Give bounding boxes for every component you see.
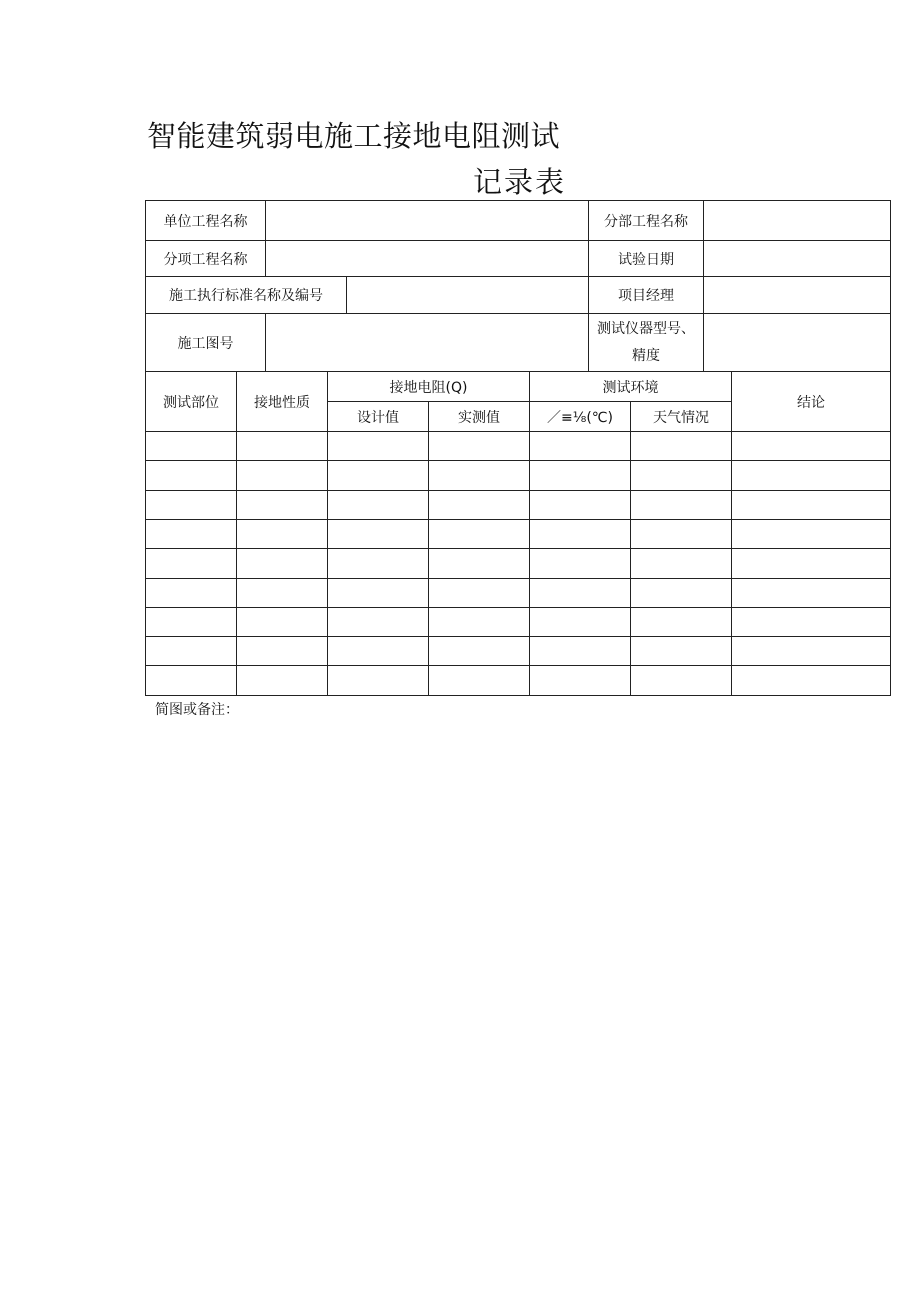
sub-item-field[interactable] bbox=[266, 241, 588, 276]
table-cell[interactable] bbox=[732, 666, 890, 694]
table-cell[interactable] bbox=[530, 666, 630, 694]
standard-label: 施工执行标准名称及编号 bbox=[169, 288, 323, 304]
table-cell[interactable] bbox=[146, 579, 236, 607]
table-cell[interactable] bbox=[732, 432, 890, 460]
table-cell[interactable] bbox=[631, 461, 731, 489]
project-manager-label: 项目经理 bbox=[618, 288, 674, 304]
header-nature: 接地性质 bbox=[254, 394, 310, 411]
division-field[interactable] bbox=[704, 201, 890, 240]
table-cell[interactable] bbox=[429, 608, 529, 636]
header-environment: 测试环境 bbox=[602, 379, 659, 396]
table-cell[interactable] bbox=[328, 579, 428, 607]
header-design-value: 设计值 bbox=[357, 409, 399, 426]
table-cell[interactable] bbox=[429, 579, 529, 607]
test-date-label: 试验日期 bbox=[618, 251, 674, 268]
table-cell[interactable] bbox=[530, 579, 630, 607]
table-cell[interactable] bbox=[732, 520, 890, 548]
instrument-label bbox=[589, 314, 703, 371]
table-border-right bbox=[890, 200, 891, 696]
header-resistance: 接地电阻(Q) bbox=[389, 379, 468, 396]
table-cell[interactable] bbox=[429, 432, 529, 460]
header-temperature: ／≡⅛(℃) bbox=[547, 409, 613, 426]
unit-project-field[interactable] bbox=[266, 201, 588, 240]
table-cell[interactable] bbox=[237, 461, 327, 489]
test-date-field[interactable] bbox=[704, 241, 890, 276]
table-cell[interactable] bbox=[631, 637, 731, 665]
table-cell[interactable] bbox=[631, 520, 731, 548]
table-cell[interactable] bbox=[237, 608, 327, 636]
instrument-field[interactable] bbox=[704, 314, 890, 371]
record-table bbox=[145, 200, 891, 696]
drawing-no-field[interactable] bbox=[266, 314, 588, 371]
table-cell[interactable] bbox=[429, 520, 529, 548]
table-cell[interactable] bbox=[631, 432, 731, 460]
unit-project-label: 单位工程名称 bbox=[163, 213, 248, 230]
table-cell[interactable] bbox=[328, 666, 428, 694]
table-cell[interactable] bbox=[237, 666, 327, 694]
page-title: 智能建筑弱电施工接地电阻测试 bbox=[147, 119, 561, 153]
table-cell[interactable] bbox=[328, 608, 428, 636]
division-label: 分部工程名称 bbox=[604, 213, 688, 230]
table-cell[interactable] bbox=[328, 491, 428, 519]
table-cell[interactable] bbox=[237, 491, 327, 519]
table-cell[interactable] bbox=[237, 579, 327, 607]
table-cell[interactable] bbox=[429, 461, 529, 489]
table-cell[interactable] bbox=[146, 461, 236, 489]
table-border-bottom bbox=[145, 695, 891, 696]
table-cell[interactable] bbox=[631, 579, 731, 607]
table-cell[interactable] bbox=[429, 666, 529, 694]
table-cell[interactable] bbox=[328, 461, 428, 489]
header-conclusion: 结论 bbox=[797, 394, 825, 411]
table-cell[interactable] bbox=[530, 520, 630, 548]
table-cell[interactable] bbox=[429, 637, 529, 665]
table-cell[interactable] bbox=[530, 461, 630, 489]
table-cell[interactable] bbox=[631, 549, 731, 577]
instrument-label-line2: 精度 bbox=[632, 347, 660, 364]
table-cell[interactable] bbox=[328, 432, 428, 460]
table-cell[interactable] bbox=[530, 432, 630, 460]
table-cell[interactable] bbox=[146, 549, 236, 577]
table-cell[interactable] bbox=[328, 637, 428, 665]
table-cell[interactable] bbox=[237, 637, 327, 665]
drawing-no-label: 施工图号 bbox=[177, 335, 234, 352]
table-cell[interactable] bbox=[732, 549, 890, 577]
instrument-label-line1: 测试仪器型号、 bbox=[597, 320, 695, 337]
table-cell[interactable] bbox=[146, 608, 236, 636]
header-weather: 天气情况 bbox=[653, 409, 709, 426]
table-cell[interactable] bbox=[530, 637, 630, 665]
table-cell[interactable] bbox=[631, 491, 731, 519]
table-cell[interactable] bbox=[732, 579, 890, 607]
table-cell[interactable] bbox=[237, 432, 327, 460]
table-cell[interactable] bbox=[146, 520, 236, 548]
project-manager-field[interactable] bbox=[704, 277, 890, 313]
table-cell[interactable] bbox=[429, 491, 529, 519]
table-cell[interactable] bbox=[328, 549, 428, 577]
table-cell[interactable] bbox=[732, 637, 890, 665]
table-cell[interactable] bbox=[732, 608, 890, 636]
table-cell[interactable] bbox=[146, 491, 236, 519]
table-cell[interactable] bbox=[631, 666, 731, 694]
notes-label: 简图或备注： bbox=[155, 702, 239, 718]
table-cell[interactable] bbox=[530, 491, 630, 519]
page-subtitle: 记录表 bbox=[473, 165, 567, 199]
table-cell[interactable] bbox=[146, 637, 236, 665]
table-cell[interactable] bbox=[631, 608, 731, 636]
sub-item-label: 分项工程名称 bbox=[163, 251, 248, 268]
table-cell[interactable] bbox=[732, 491, 890, 519]
header-measured-value: 实测值 bbox=[458, 409, 500, 426]
standard-field[interactable] bbox=[347, 277, 588, 313]
table-cell[interactable] bbox=[732, 461, 890, 489]
table-cell[interactable] bbox=[237, 549, 327, 577]
table-cell[interactable] bbox=[237, 520, 327, 548]
table-cell[interactable] bbox=[146, 666, 236, 694]
table-cell[interactable] bbox=[328, 520, 428, 548]
header-position: 测试部位 bbox=[163, 394, 219, 411]
table-cell[interactable] bbox=[146, 432, 236, 460]
table-cell[interactable] bbox=[530, 549, 630, 577]
table-cell[interactable] bbox=[429, 549, 529, 577]
table-cell[interactable] bbox=[530, 608, 630, 636]
